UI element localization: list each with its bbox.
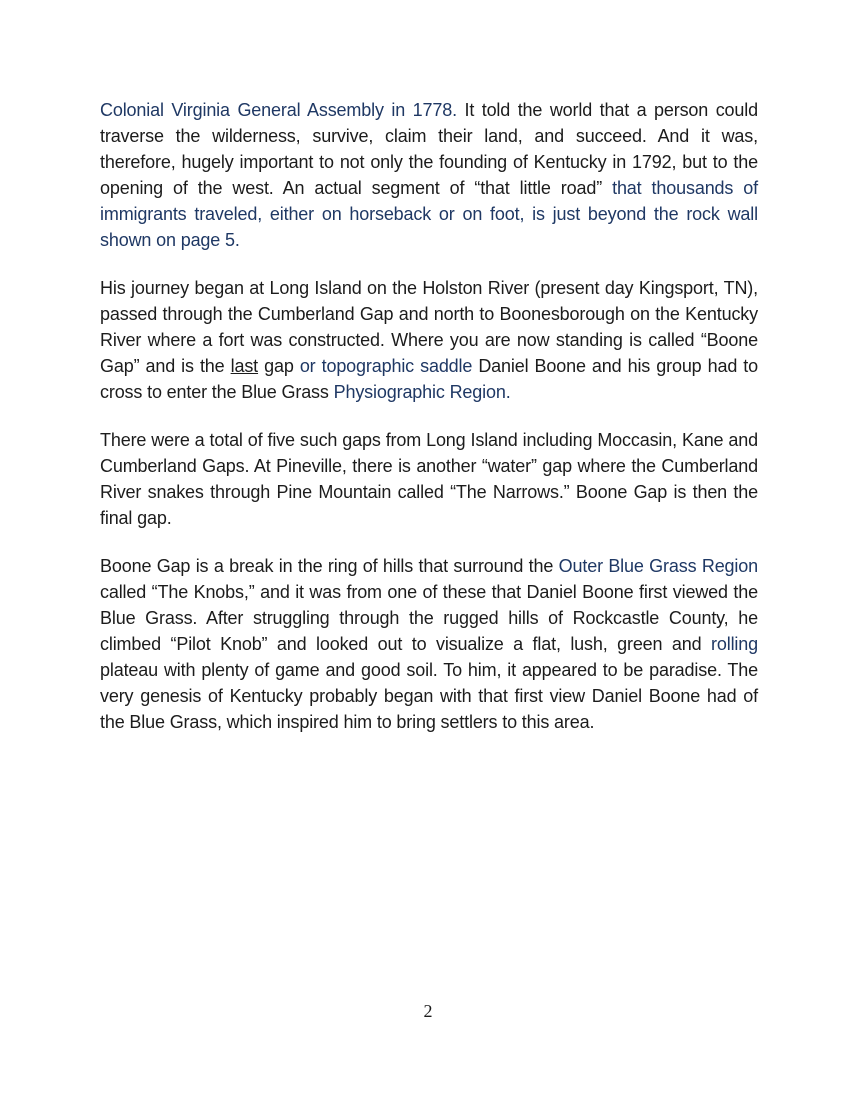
accent-text-segment: Outer Blue Grass Region	[558, 556, 758, 576]
text-segment: There were a total of five such gaps from Long Island including Moccasin, Kane and Cumberland Gaps. At Pineville, there is another “water” gap where the Cumberland River snakes through Pine Mountain called “The Narrows.” Boone Gap is then the final gap.	[100, 430, 758, 528]
accent-text-segment: Physiographic Region.	[333, 382, 511, 402]
paragraph	[100, 97, 758, 253]
accent-text-segment: or topographic saddle	[299, 356, 473, 376]
text-segment: Daniel Boone and his group had to cross to enter the Blue Grass	[100, 356, 758, 402]
text-segment: His journey began at Long Island on the Holston River (present day Kingsport, TN), passed through the Cumberland Gap and north to Boonesborough on the Kentucky River where a fort was constructed. Where you are now standing is called “Boone Gap” and is the	[100, 278, 758, 376]
accent-text-segment: that thousands of immigrants traveled, either on horseback or on foot, is just beyond the rock wall shown on page 5.	[100, 178, 759, 250]
underlined-text-segment: last	[230, 356, 259, 376]
paragraph	[100, 275, 758, 405]
page-number: 2	[423, 1001, 433, 1021]
text-segment: called “The Knobs,” and it was from one of these that Daniel Boone first viewed the Blue Grass. After struggling through the rugged hills of Rockcastle County, he climbed “Pilot Knob” and looked out to visualize a flat, lush, green and	[100, 582, 758, 654]
paragraph	[100, 427, 758, 531]
text-segment: Boone Gap is a break in the ring of hills that surround the	[100, 556, 559, 576]
text-segment: It told the world that a person could traverse the wilderness, survive, claim their land, and succeed. And it was, therefore, hugely important to not only the founding of Kentucky in 1792, but to the opening of the west. An actual segment of “that little road”	[100, 100, 758, 198]
text-segment: plateau with plenty of game and good soil. To him, it appeared to be paradise. The very genesis of Kentucky probably began with that first view Daniel Boone had of the Blue Grass, which inspired him to bring settlers to this area.	[100, 660, 758, 732]
document-body	[100, 97, 758, 757]
text-segment: gap	[258, 356, 300, 376]
accent-text-segment: Colonial Virginia General Assembly in 1778.	[100, 100, 457, 120]
accent-text-segment: rolling	[711, 634, 758, 654]
paragraph	[100, 553, 758, 735]
